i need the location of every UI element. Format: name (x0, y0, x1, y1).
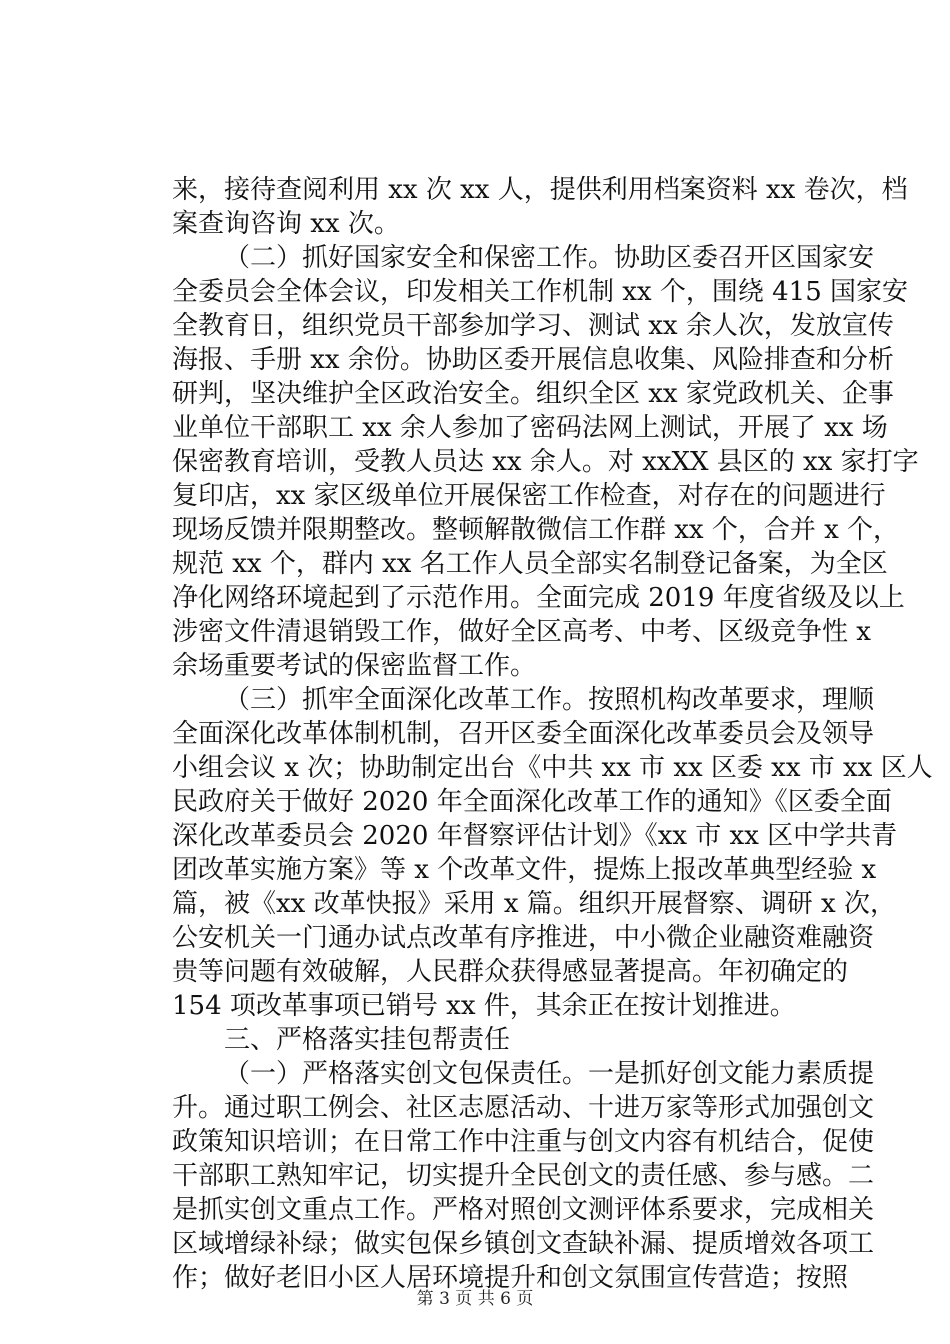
text-line: 是抓实创文重点工作。严格对照创文测评体系要求，完成相关 (172, 1195, 875, 1225)
text-line: 公安机关一门通办试点改革有序推进，中小微企业融资难融资 (172, 923, 875, 953)
text-line: 保密教育培训，受教人员达 xx 余人。对 xxXX 县区的 xx 家打字 (172, 447, 919, 477)
text-line: 干部职工熟知牢记，切实提升全民创文的责任感、参与感。二 (172, 1161, 875, 1191)
text-line: 净化网络环境起到了示范作用。全面完成 2019 年度省级及以上 (172, 583, 905, 613)
text-line: 涉密文件清退销毁工作，做好全区高考、中考、区级竞争性 x (172, 617, 871, 647)
text-line: 政策知识培训；在日常工作中注重与创文内容有机结合，促使 (172, 1127, 875, 1157)
text-line: 研判，坚决维护全区政治安全。组织全区 xx 家党政机关、企事 (172, 379, 894, 409)
text-line: 复印店，xx 家区级单位开展保密工作检查，对存在的问题进行 (172, 481, 886, 511)
page-footer: 第 3 页 共 6 页 (416, 1289, 534, 1309)
text-line: 全面深化改革体制机制，召开区委全面深化改革委员会及领导 (172, 719, 875, 749)
paragraph-heading-1: （一）严格落实创文包保责任。一是抓好创文能力素质提 (224, 1059, 875, 1089)
section-heading-3: 三、严格落实挂包帮责任 (224, 1025, 511, 1055)
text-line: 深化改革委员会 2020 年督察评估计划》《xx 市 xx 区中学共青 (172, 821, 898, 851)
text-line: 来，接待查阅利用 xx 次 xx 人，提供利用档案资料 xx 卷次，档 (172, 175, 908, 205)
text-line: 业单位干部职工 xx 余人参加了密码法网上测试，开展了 xx 场 (172, 413, 888, 443)
text-line: 区域增绿补绿；做实包保乡镇创文查缺补漏、提质增效各项工 (172, 1229, 875, 1259)
text-line: 案查询咨询 xx 次。 (172, 209, 400, 239)
text-line: 团改革实施方案》等 x 个改革文件，提炼上报改革典型经验 x (172, 855, 877, 885)
paragraph-heading-2: （二）抓好国家安全和保密工作。协助区委召开区国家安 (224, 243, 875, 273)
text-line: 余场重要考试的保密监督工作。 (172, 651, 537, 681)
text-line: 小组会议 x 次；协助制定出台《中共 xx 市 xx 区委 xx 市 xx 区人 (172, 753, 933, 783)
text-line: 贵等问题有效破解，人民群众获得感显著提高。年初确定的 (172, 957, 849, 987)
text-line: 规范 xx 个，群内 xx 名工作人员全部实名制登记备案，为全区 (172, 549, 888, 579)
text-line: 民政府关于做好 2020 年全面深化改革工作的通知》《区委全面 (172, 787, 892, 817)
text-line: 全教育日，组织党员干部参加学习、测试 xx 余人次，发放宣传 (172, 311, 894, 341)
text-line: 154 项改革事项已销号 xx 件，其余正在按计划推进。 (172, 991, 796, 1021)
paragraph-heading-3: （三）抓牢全面深化改革工作。按照机构改革要求，理顺 (224, 685, 875, 715)
text-line: 作；做好老旧小区人居环境提升和创文氛围宣传营造；按照 (172, 1263, 849, 1293)
text-line: 海报、手册 xx 余份。协助区委开展信息收集、风险排查和分析 (172, 345, 894, 375)
text-line: 升。通过职工例会、社区志愿活动、十进万家等形式加强创文 (172, 1093, 875, 1123)
text-line: 全委员会全体会议，印发相关工作机制 xx 个，围绕 415 国家安 (172, 277, 909, 307)
text-line: 篇，被《xx 改革快报》采用 x 篇。组织开展督察、调研 x 次， (172, 889, 896, 919)
text-line: 现场反馈并限期整改。整顿解散微信工作群 xx 个，合并 x 个， (172, 515, 900, 545)
